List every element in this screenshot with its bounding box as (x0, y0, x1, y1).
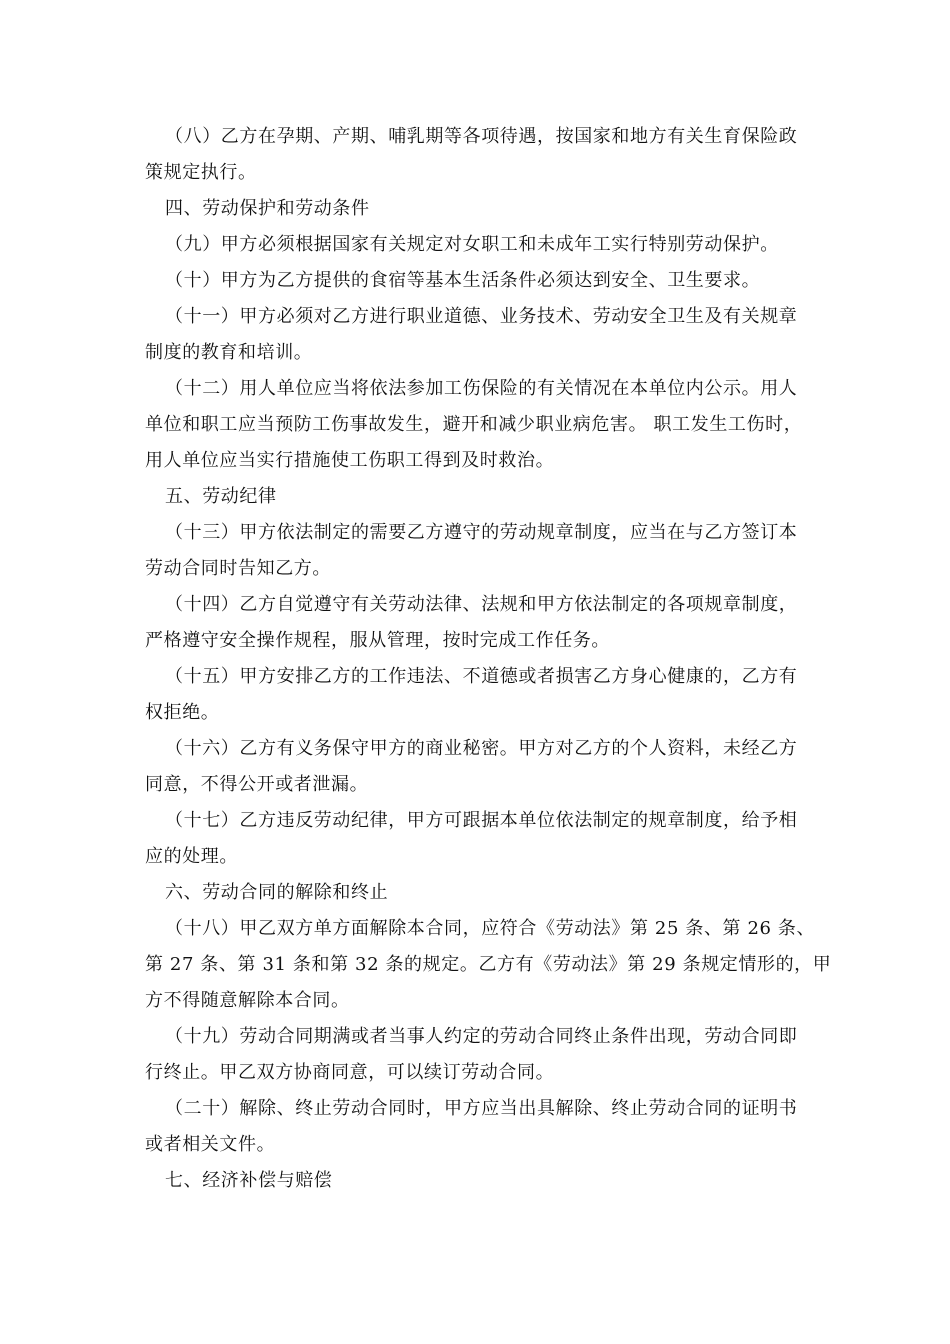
text-line: （十）甲方为乙方提供的食宿等基本生活条件必须达到安全、卫生要求。 (165, 270, 761, 291)
text-line: 用人单位应当实行措施使工伤职工得到及时救治。 (145, 450, 555, 471)
section-heading: 五、劳动纪律 (165, 486, 277, 507)
text-line: （十九）劳动合同期满或者当事人约定的劳动合同终止条件出现，劳动合同即 (165, 1026, 798, 1047)
text-line: 或者相关文件。 (145, 1134, 276, 1155)
text-line: （十四）乙方自觉遵守有关劳动法律、法规和甲方依法制定的各项规章制度， (165, 594, 798, 615)
section-heading: 四、劳动保护和劳动条件 (165, 198, 370, 219)
text-line: 同意，不得公开或者泄漏。 (145, 774, 369, 795)
text-line: 制度的教育和培训。 (145, 342, 313, 363)
text-line: （十五）甲方安排乙方的工作违法、不道德或者损害乙方身心健康的，乙方有 (165, 666, 798, 687)
text-line: （十一）甲方必须对乙方进行职业道德、业务技术、劳动安全卫生及有关规章 (165, 306, 798, 327)
text-line: （十八）甲乙双方单方面解除本合同，应符合《劳动法》第 25 条、第 26 条、 (165, 918, 816, 939)
section-heading: 七、经济补偿与赔偿 (165, 1170, 333, 1191)
text-line: 权拒绝。 (145, 702, 220, 723)
text-line: （十三）甲方依法制定的需要乙方遵守的劳动规章制度，应当在与乙方签订本 (165, 522, 798, 543)
text-line: （二十）解除、终止劳动合同时，甲方应当出具解除、终止劳动合同的证明书 (165, 1098, 798, 1119)
text-line: （十六）乙方有义务保守甲方的商业秘密。甲方对乙方的个人资料，未经乙方 (165, 738, 798, 759)
text-line: 策规定执行。 (145, 162, 257, 183)
text-line: 严格遵守安全操作规程，服从管理，按时完成工作任务。 (145, 630, 610, 651)
text-line: （八）乙方在孕期、产期、哺乳期等各项待遇，按国家和地方有关生育保险政 (165, 126, 798, 147)
text-line: 劳动合同时告知乙方。 (145, 558, 331, 579)
text-line: 单位和职工应当预防工伤事故发生，避开和减少职业病危害。 职工发生工伤时， (145, 414, 803, 435)
text-line: 第 27 条、第 31 条和第 32 条的规定。乙方有《劳动法》第 29 条规定情形的，甲 (145, 954, 832, 975)
text-line: 行终止。甲乙双方协商同意，可以续订劳动合同。 (145, 1062, 555, 1083)
text-line: （九）甲方必须根据国家有关规定对女职工和未成年工实行特别劳动保护。 (165, 234, 779, 255)
section-heading: 六、劳动合同的解除和终止 (165, 882, 389, 903)
text-line: 方不得随意解除本合同。 (145, 990, 350, 1011)
text-line: （十七）乙方违反劳动纪律，甲方可跟据本单位依法制定的规章制度，给予相 (165, 810, 798, 831)
text-line: （十二）用人单位应当将依法参加工伤保险的有关情况在本单位内公示。用人 (165, 378, 798, 399)
text-line: 应的处理。 (145, 846, 238, 867)
